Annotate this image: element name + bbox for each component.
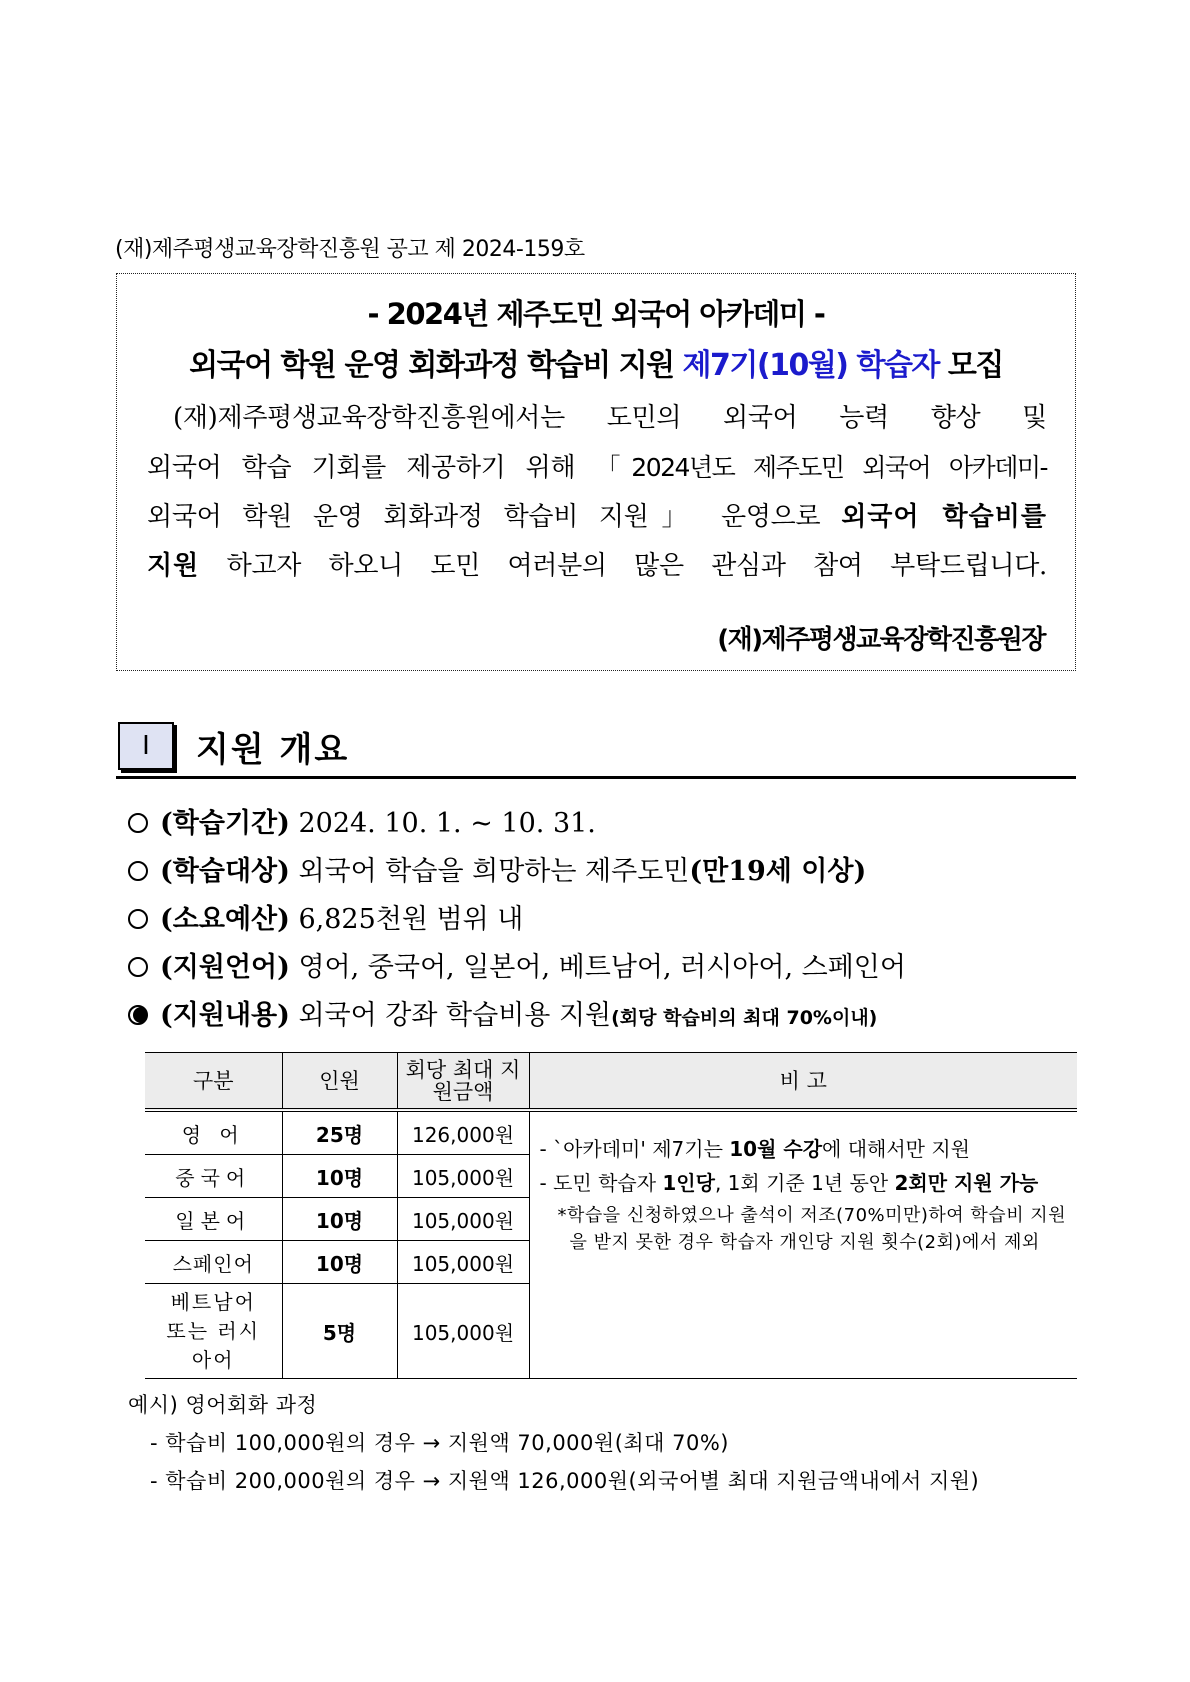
- note-line1: - `아카데미' 제7기는 10월 수강에 대해서만 지원: [539, 1137, 970, 1161]
- row-count: 10명: [282, 1198, 397, 1241]
- example-line: - 학습비 100,000원의 경우 → 지원액 70,000원(최대 70%): [150, 1431, 729, 1455]
- header-note: 비 고: [529, 1053, 1077, 1111]
- overview-list: [128, 800, 1088, 1040]
- notice-title-line1: - 2024년 제주도민 외국어 아카데미 -: [367, 297, 825, 331]
- bullet-target: [128, 848, 1088, 896]
- note-line2: - 도민 학습자 1인당, 1회 기준 1년 동안 2회만 지원 가능: [539, 1171, 1039, 1195]
- section-header: [116, 720, 1076, 779]
- intro-line3-a: 외국어 학원 운영 회화과정 학습비 지원」 운영으로: [147, 502, 842, 532]
- title-suffix: 모집: [938, 348, 1003, 383]
- signature: (재)제주평생교육장학진흥원장: [717, 625, 1045, 655]
- intro-line3: [147, 493, 1047, 542]
- bullet-text: 영어, 중국어, 일본어, 베트남어, 러시아어, 스페인어: [289, 952, 906, 983]
- circle-bullet-icon: [128, 861, 148, 881]
- row-count: 25명: [282, 1110, 397, 1155]
- bullet-text: 외국어 학습을 희망하는 제주도민: [289, 856, 690, 887]
- bullet-label: (지원내용): [160, 1000, 290, 1031]
- bullet-label: (소요예산): [160, 904, 290, 935]
- row-category: 일본어: [145, 1198, 282, 1241]
- row-amount: 126,000원: [397, 1110, 529, 1155]
- bullet-text: 2024. 10. 1. ~ 10. 31.: [289, 808, 596, 839]
- row-count: 5명: [282, 1284, 397, 1379]
- section-number: Ⅰ: [118, 722, 174, 770]
- bullet-label: (학습대상): [160, 856, 290, 887]
- notice-number: (재)제주평생교육장학진흥원 공고 제 2024-159호: [115, 237, 585, 262]
- bullet-extra: (회당 학습비의 최대 70%이내): [611, 1007, 878, 1029]
- circle-bullet-icon: [128, 957, 148, 977]
- bullet-content: [128, 992, 1088, 1040]
- intro-line2: [147, 443, 1047, 493]
- table-header-row: [145, 1053, 1077, 1111]
- header-category: 구분: [145, 1053, 282, 1111]
- notice-box: [116, 273, 1076, 671]
- intro-line2-a: 외국어 학습 기회를 제공하기 위해: [147, 453, 596, 483]
- row-category: 중국어: [145, 1155, 282, 1198]
- notice-title-line2: [117, 340, 1075, 384]
- bullet-languages: [128, 944, 1088, 992]
- row-category: 베트남어 또는 러시아어: [145, 1284, 282, 1379]
- row-category: 스페인어: [145, 1241, 282, 1284]
- table-note: [529, 1110, 1077, 1379]
- intro-line3-bold: 외국어 학습비를: [841, 502, 1047, 532]
- section-title: 지원 개요: [196, 730, 350, 770]
- bullet-text: 외국어 강좌 학습비용 지원: [289, 1000, 612, 1031]
- note-star: *학습을 신청하였으나 출석이 저조(70%미만)하여 학습비 지원을 받지 못한 경우 학습자 개인당 지원 횟수(2회)에서 제외: [557, 1205, 1067, 1253]
- support-table: [145, 1052, 1077, 1379]
- examples: [128, 1386, 979, 1500]
- bullet-extra: (만19세 이상): [689, 856, 867, 887]
- bullet-text: 6,825천원 범위 내: [289, 904, 524, 935]
- title-highlight: 제7기(10월) 학습자: [682, 348, 939, 383]
- row-category: 영 어: [145, 1110, 282, 1155]
- intro-line2-b: 「2024년도 제주도민 외국어 아카데미-: [595, 453, 1048, 482]
- shadow-circle-bullet-icon: [128, 1005, 148, 1025]
- bullet-label: (지원언어): [160, 952, 290, 983]
- examples-title: 예시) 영어회화 과정: [128, 1393, 318, 1417]
- row-count: 10명: [282, 1155, 397, 1198]
- bullet-period: [128, 800, 1088, 848]
- intro-line1: (재)제주평생교육장학진흥원에서는 도민의 외국어 능력 향상 및: [173, 403, 1047, 433]
- bullet-label: (학습기간): [160, 808, 290, 839]
- title-prefix: 외국어 학원 운영 회화과정 학습비 지원: [189, 348, 683, 383]
- header-count: 인원: [282, 1053, 397, 1111]
- row-amount: 105,000원: [397, 1241, 529, 1284]
- circle-bullet-icon: [128, 813, 148, 833]
- row-amount: 105,000원: [397, 1284, 529, 1379]
- row-amount: 105,000원: [397, 1198, 529, 1241]
- intro-line4: [147, 542, 1047, 591]
- bullet-budget: [128, 896, 1088, 944]
- example-line: - 학습비 200,000원의 경우 → 지원액 126,000원(외국어별 최대 지원금액내에서 지원): [150, 1469, 980, 1493]
- row-count: 10명: [282, 1241, 397, 1284]
- intro-paragraph: [147, 394, 1047, 591]
- table-row: [145, 1110, 1077, 1155]
- header-amount: 회당 최대 지원금액: [397, 1053, 529, 1111]
- row-amount: 105,000원: [397, 1155, 529, 1198]
- circle-bullet-icon: [128, 909, 148, 929]
- intro-line4-bold: 지원: [147, 551, 200, 581]
- intro-line4-rest: 하고자 하오니 도민 여러분의 많은 관심과 참여 부탁드립니다.: [199, 551, 1047, 581]
